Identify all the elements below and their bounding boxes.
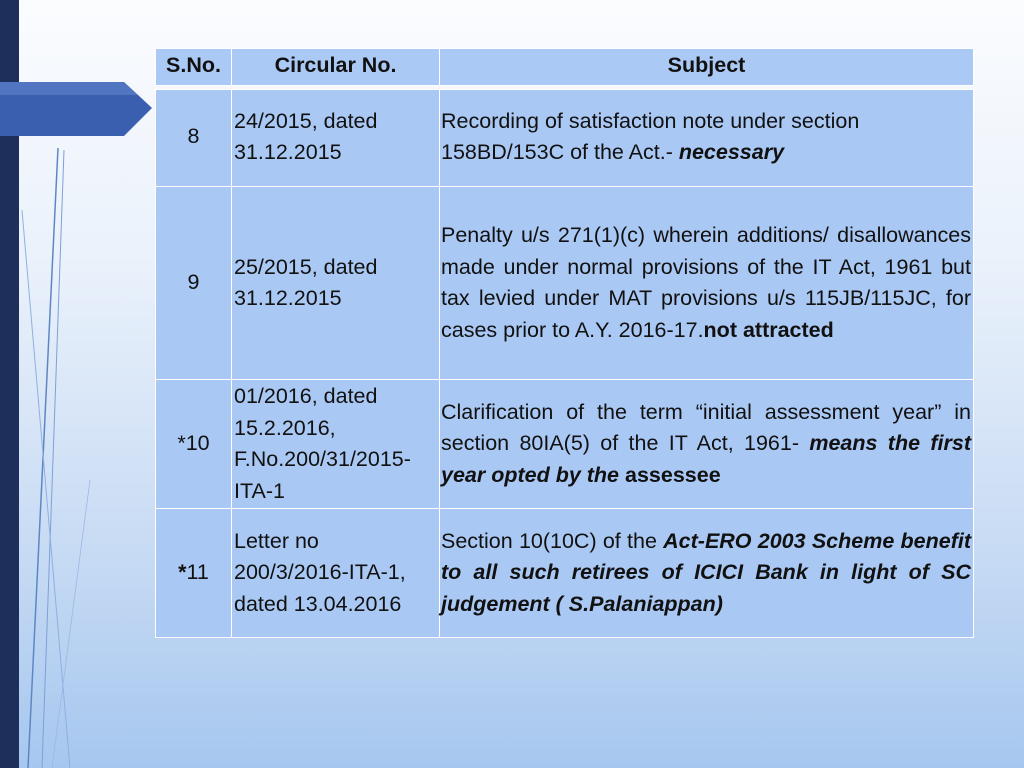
circular-line: 31.12.2015 xyxy=(234,286,342,310)
sno-value: *10 xyxy=(177,431,210,456)
cell-subject xyxy=(440,187,974,380)
circular-line: ITA-1 xyxy=(234,478,285,503)
cell-subject xyxy=(440,509,974,638)
cell-circular xyxy=(232,90,440,187)
cell-sno xyxy=(156,509,232,638)
subject-emphasis: not attracted xyxy=(703,317,834,342)
subject-text: Clarification of the term “initial assessment year” in section 80IA(5) of the IT Act, 1961- xyxy=(441,399,971,456)
circular-line: 01/2016, dated xyxy=(234,384,378,408)
table-row xyxy=(156,90,974,187)
cell-circular xyxy=(232,509,440,638)
sno-star: * xyxy=(178,560,187,585)
circulars-table xyxy=(155,48,974,638)
circular-line: F.No.200/31/2015- xyxy=(234,447,411,471)
header-circular-no: Circular No. xyxy=(232,49,440,86)
subject-tail: assessee xyxy=(619,462,721,487)
cell-sno xyxy=(156,187,232,380)
circular-line: 31.12.2015 xyxy=(234,140,342,164)
sno-value: 8 xyxy=(187,124,200,149)
cell-subject xyxy=(440,90,974,187)
circular-line: 25/2015, dated xyxy=(234,254,378,279)
cell-sno xyxy=(156,380,232,509)
cell-circular xyxy=(232,187,440,380)
arrow-highlight xyxy=(0,82,138,95)
table-row xyxy=(156,187,974,380)
cell-sno xyxy=(156,90,232,187)
table-header-row xyxy=(156,49,974,86)
cell-subject xyxy=(440,380,974,509)
subject-emphasis: necessary xyxy=(678,140,785,164)
circular-line: dated 13.04.2016 xyxy=(234,591,402,616)
sno-value: 9 xyxy=(187,270,200,295)
subject-text: Recording of satisfaction note under section 158BD/153C of the Act.- xyxy=(441,108,860,164)
cell-circular xyxy=(232,380,440,509)
header-subject: Subject xyxy=(440,49,974,86)
subject-emphasis: means the first year opted by the xyxy=(441,431,971,487)
circular-line: 24/2015, dated xyxy=(234,108,378,133)
table-row xyxy=(156,509,974,638)
sno-value: 11 xyxy=(186,560,209,585)
circular-line: Letter no xyxy=(234,528,319,553)
table-row xyxy=(156,380,974,509)
subject-emphasis: Act-ERO 2003 Scheme benefit to all such retirees of ICICI Bank in light of SC judgement ( S.Palaniappan) xyxy=(441,528,971,616)
subject-text: Section 10(10C) of the xyxy=(441,528,664,553)
header-sno: S.No. xyxy=(156,49,232,86)
circular-line: 200/3/2016-ITA-1, xyxy=(234,560,406,585)
circular-line: 15.2.2016, xyxy=(234,415,336,440)
decorative-lines xyxy=(0,0,160,768)
subject-text: Penalty u/s 271(1)(c) wherein additions/ disallowances made under normal provisions of the IT Act, 1961 but tax levied under MAT provisions u/s 115JB/115JC, for cases prior to A.Y. 2016-17. xyxy=(441,223,971,342)
